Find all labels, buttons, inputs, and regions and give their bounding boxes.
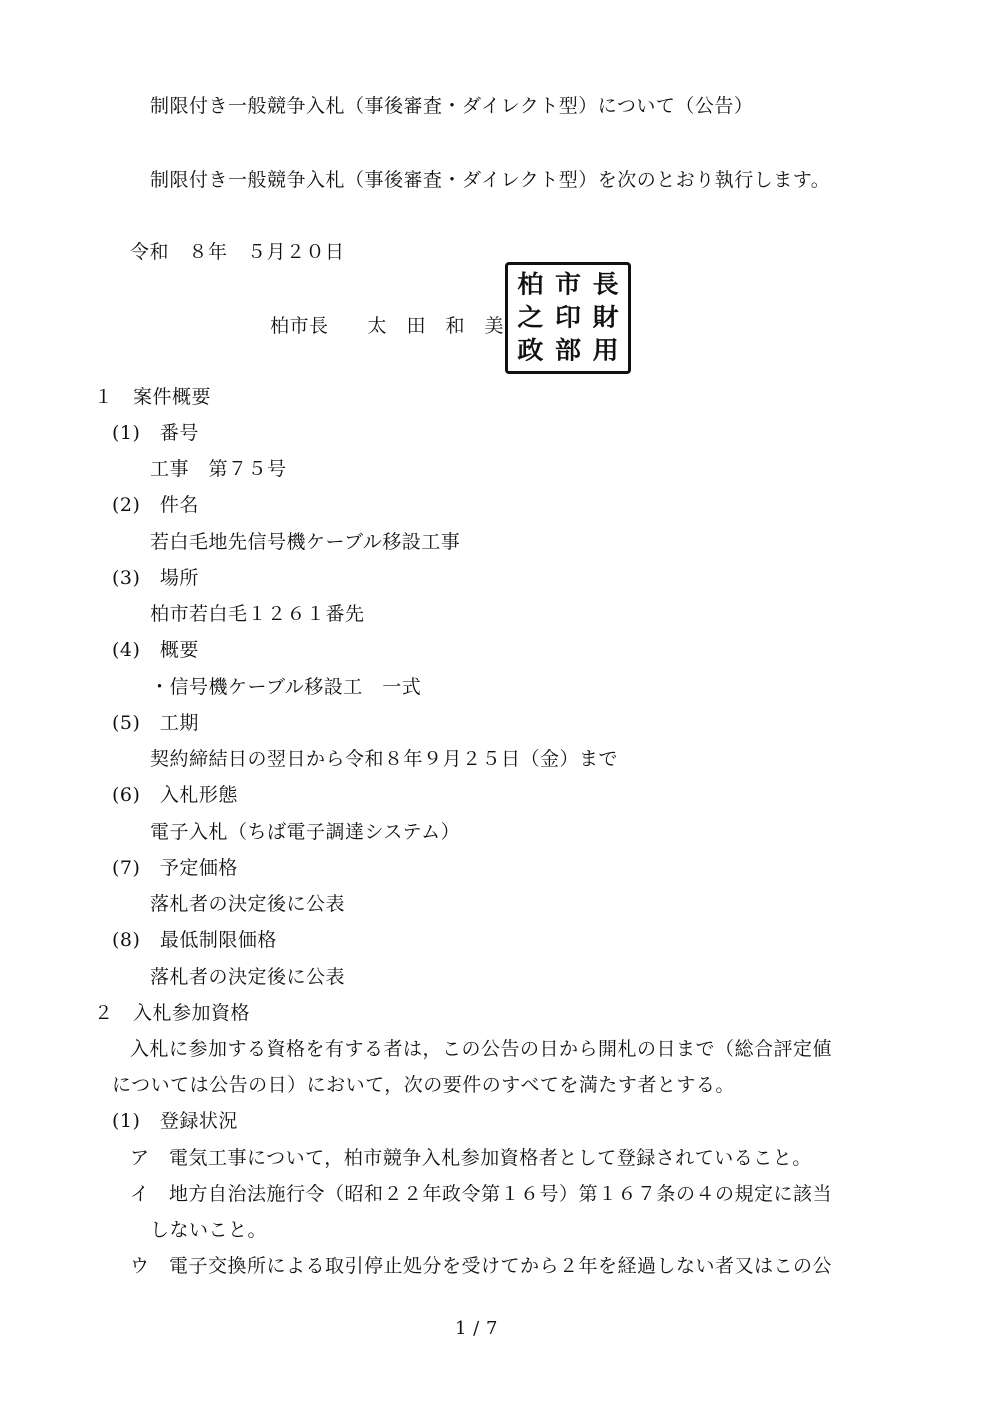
requirement-i-line1: イ 地方自治法施行令（昭和２２年政令第１６号）第１６７条の４の規定に該当: [130, 1183, 833, 1205]
official-seal: [505, 262, 631, 374]
item-value-planned-price: 落札者の決定後に公表: [150, 893, 346, 915]
document-title: 制限付き一般競争入札（事後審査・ダイレクト型）について（公告）: [150, 95, 754, 117]
item-value-bid-type: 電子入札（ちば電子調達システム）: [150, 821, 461, 843]
item-label-bid-type: (6) 入札形態: [112, 784, 238, 806]
seal-char: 柏: [517, 270, 544, 300]
sub-label-registration: (1) 登録状況: [112, 1110, 238, 1132]
item-label-minimum-price: (8) 最低制限価格: [112, 929, 277, 951]
notice-date: 令和 ８年 ５月２０日: [130, 241, 345, 263]
page-number: 1 / 7: [455, 1318, 498, 1339]
seal-char: 印: [554, 303, 581, 333]
item-value-location: 柏市若白毛１２６１番先: [150, 603, 365, 625]
section2-paragraph-line2: については公告の日）において，次の要件のすべてを満たす者とする。: [112, 1074, 735, 1096]
item-label-location: (3) 場所: [112, 567, 199, 589]
item-value-name: 若白毛地先信号機ケーブル移設工事: [150, 531, 461, 553]
seal-char: 政: [517, 336, 544, 366]
issuer-name: 柏市長 太 田 和 美: [270, 315, 505, 337]
seal-char: 部: [554, 336, 581, 366]
seal-char: 之: [517, 303, 544, 333]
seal-char: 財: [592, 303, 619, 333]
seal-char: 用: [592, 336, 619, 366]
requirement-a: ア 電気工事について，柏市競争入札参加資格者として登録されていること。: [130, 1147, 812, 1169]
seal-char: 長: [592, 270, 619, 300]
item-label-summary: (4) 概要: [112, 639, 199, 661]
section1-heading: １ 案件概要: [94, 386, 212, 408]
item-value-minimum-price: 落札者の決定後に公表: [150, 966, 346, 988]
requirement-i-line2: しないこと。: [150, 1219, 268, 1241]
item-value-number: 工事 第７５号: [150, 458, 287, 480]
item-label-period: (5) 工期: [112, 712, 199, 734]
item-value-period: 契約締結日の翌日から令和８年９月２５日（金）まで: [150, 748, 619, 770]
item-label-planned-price: (7) 予定価格: [112, 857, 238, 879]
intro-text: 制限付き一般競争入札（事後審査・ダイレクト型）を次のとおり執行します。: [150, 169, 831, 191]
item-label-name: (2) 件名: [112, 494, 199, 516]
item-label-number: (1) 番号: [112, 422, 199, 444]
item-value-summary: ・信号機ケーブル移設工 一式: [150, 676, 422, 698]
seal-char: 市: [554, 270, 581, 300]
section2-heading: ２ 入札参加資格: [94, 1002, 251, 1024]
section2-paragraph-line1: 入札に参加する資格を有する者は，この公告の日から開札の日まで（総合評定値: [130, 1038, 833, 1060]
requirement-u-line1: ウ 電子交換所による取引停止処分を受けてから２年を経過しない者又はこの公: [130, 1255, 833, 1277]
